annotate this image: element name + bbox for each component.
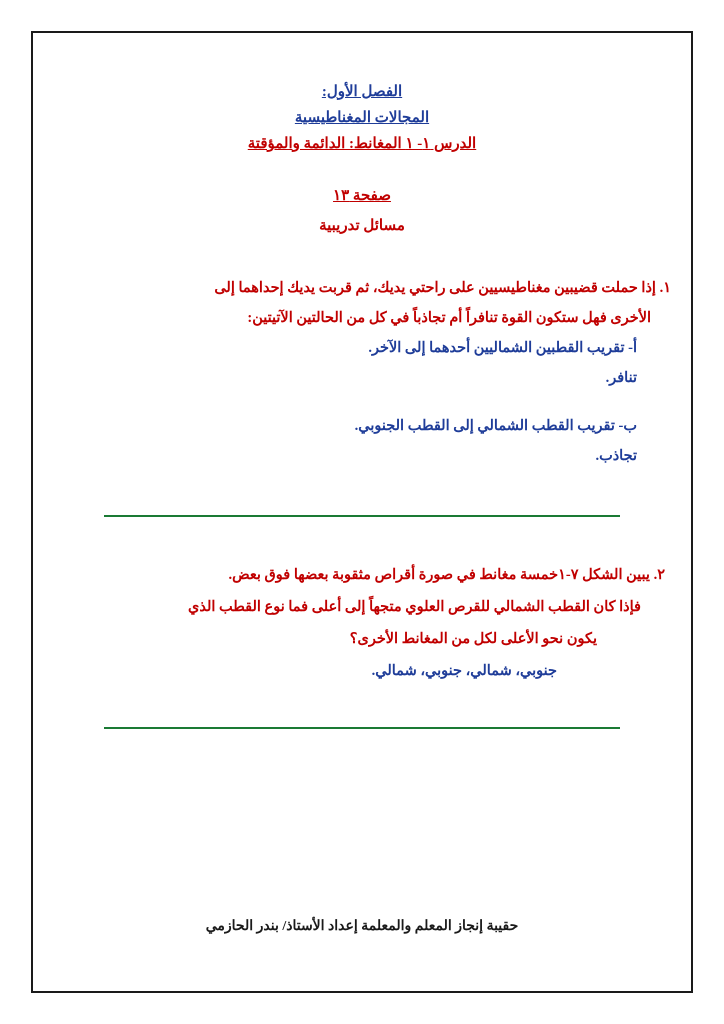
page-label: صفحة ١٣ [333,188,391,204]
lesson-title: الدرس ١- ١ المغانط: الدائمة والمؤقتة [247,136,477,152]
title-block [47,79,677,157]
divider-line-2 [104,727,620,729]
question-1-part-b-answer: تجاذب. [595,448,637,464]
question-2-line-1: ٢. يبين الشكل ٧-١خمسة مغانط في صورة أقراص مثقوبة بعضها فوق بعض. [228,567,665,583]
question-1-line-1: ١. إذا حملت قضيبين مغناطيسيين على راحتي يديك، ثم قربت يديك إحداهما إلى [214,280,671,296]
question-1-part-b-prompt: ب- تقريب القطب الشمالي إلى القطب الجنوبي. [354,418,637,434]
question-2-line-2: فإذا كان القطب الشمالي للقرص العلوي متجهاً إلى أعلى فما نوع القطب الذي [187,599,641,615]
question-1-line-2: الأخرى فهل ستكون القوة تنافراً أم تجاذباً في كل من الحالتين الآتيتين: [247,310,651,326]
question-1-part-a-answer: تنافر. [605,370,637,386]
section-label: مسائل تدريبية [319,218,405,234]
question-1-part-a-prompt: أ- تقريب القطبين الشماليين أحدهما إلى الآخر. [368,340,637,356]
question-1-block [47,273,677,471]
question-2-answer: جنوبي، شمالي، جنوبي، شمالي. [371,663,557,679]
page-content [47,47,677,977]
divider-line-1 [104,515,620,517]
question-2-line-3: يكون نحو الأعلى لكل من المغانط الأخرى؟ [349,631,597,647]
chapter-subject: المجالات المغناطيسية [294,110,430,126]
chapter-title: الفصل الأول: [321,84,403,100]
question-2-block [47,559,677,687]
page-footer: حقيبة إنجاز المعلم والمعلمة إعداد الأستاذ/ بندر الحازمي [205,919,519,934]
